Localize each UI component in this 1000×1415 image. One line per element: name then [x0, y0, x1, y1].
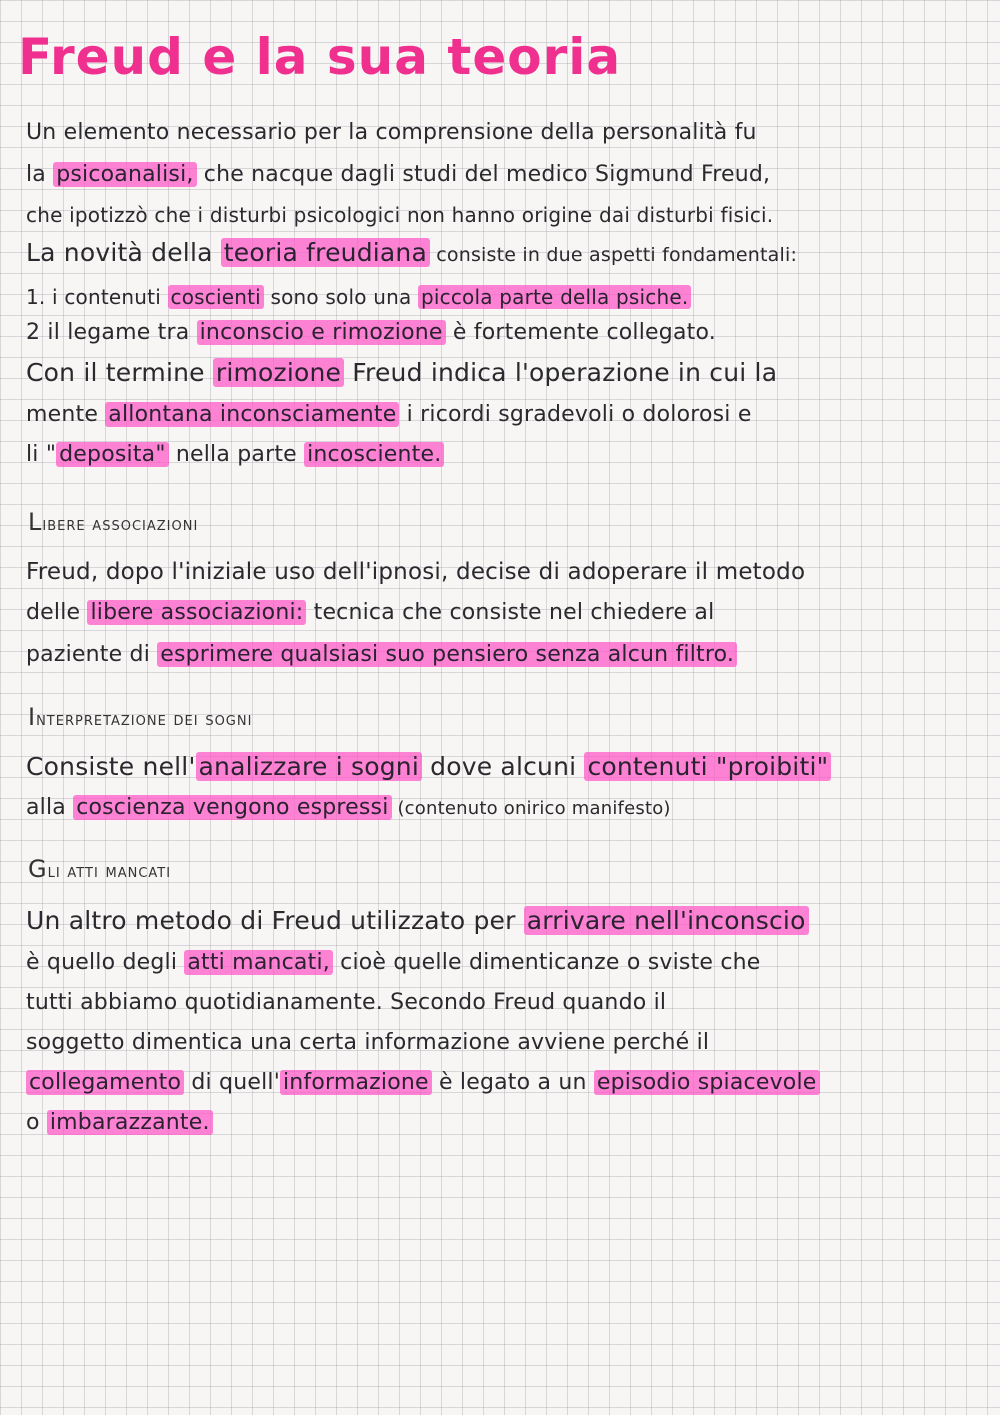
text: mente	[26, 402, 106, 427]
section3-line-6	[26, 1108, 213, 1138]
text: è quello degli	[26, 950, 185, 975]
highlight: arrivare nell'inconscio	[524, 906, 809, 935]
section1-line-3	[26, 640, 737, 670]
highlight: teoria freudiana	[221, 238, 430, 267]
highlight: coscienza vengono espressi	[73, 795, 391, 820]
intro-line-8	[26, 400, 752, 430]
text: delle	[26, 600, 88, 625]
text: è fortemente collegato.	[445, 320, 716, 345]
text: i ricordi sgradevoli o dolorosi e	[399, 402, 752, 427]
highlight: incosciente.	[304, 442, 444, 467]
text: consiste in due aspetti fondamentali:	[430, 244, 798, 266]
text: Consiste nell'	[26, 752, 196, 781]
highlight: analizzare i sogni	[196, 752, 422, 781]
text: tutti abbiamo quotidianamente. Secondo Freud quando il	[26, 990, 667, 1015]
section-heading-interpretazione-dei-sogni: Interpretazione dei sogni	[28, 703, 253, 731]
highlight: imbarazzante.	[47, 1110, 213, 1135]
section2-line-1	[26, 752, 831, 782]
text: cioè quelle dimenticanze o sviste che	[332, 950, 761, 975]
text: Freud, dopo l'iniziale uso dell'ipnosi, decise di adoperare il metodo	[26, 559, 806, 585]
text: che nacque dagli studi del medico Sigmund Freud,	[196, 162, 771, 187]
text: 2 il legame tra	[26, 320, 197, 345]
highlight: allontana inconsciamente	[105, 402, 399, 427]
intro-line-7	[26, 358, 777, 388]
highlight: contenuti "proibiti"	[584, 752, 831, 781]
text: paziente di	[26, 642, 158, 667]
text: sono solo una	[263, 285, 418, 309]
highlight: psicoanalisi,	[53, 162, 196, 187]
text: Freud indica l'operazione in cui la	[344, 358, 778, 387]
highlight: libere associazioni:	[87, 600, 306, 625]
highlight: collegamento	[26, 1070, 184, 1095]
text: (contenuto onirico manifesto)	[391, 798, 671, 819]
text: o	[26, 1110, 47, 1135]
intro-list-item-2	[26, 318, 716, 348]
intro-line-9	[26, 440, 444, 470]
highlight: piccola parte della psiche.	[418, 285, 691, 309]
highlight: informazione	[280, 1070, 432, 1095]
text: tecnica che consiste nel chiedere al	[306, 600, 715, 625]
section-heading-atti-mancati: Gli atti mancati	[28, 855, 172, 883]
section2-line-2	[26, 793, 671, 824]
intro-line-1	[26, 118, 757, 148]
section3-line-1	[26, 906, 809, 936]
text: di quell'	[184, 1070, 280, 1095]
text: 1. i contenuti	[26, 285, 168, 309]
section3-line-5	[26, 1068, 820, 1098]
highlight: episodio spiacevole	[594, 1070, 820, 1095]
text: Con il termine	[26, 358, 213, 387]
intro-line-2	[26, 160, 770, 190]
highlight: coscienti	[168, 285, 264, 309]
highlight: atti mancati,	[184, 950, 333, 975]
highlight: esprimere qualsiasi suo pensiero senza alcun filtro.	[157, 642, 737, 667]
text: la	[26, 162, 54, 187]
text: che ipotizzò che i disturbi psicologici non hanno origine dai disturbi fisici.	[26, 203, 774, 227]
highlight: rimozione	[213, 358, 344, 387]
highlight: inconscio e rimozione	[197, 320, 446, 345]
intro-list-item-1	[26, 282, 691, 312]
intro-line-4	[26, 238, 797, 270]
text: alla	[26, 795, 74, 820]
section3-line-3	[26, 988, 666, 1018]
intro-line-3	[26, 200, 773, 230]
text: Un elemento necessario per la comprensione della personalità fu	[26, 120, 757, 145]
text: soggetto dimentica una certa informazione avviene perché il	[26, 1030, 710, 1055]
text: Un altro metodo di Freud utilizzato per	[26, 906, 524, 935]
text: li "	[26, 442, 57, 467]
section3-line-4	[26, 1028, 709, 1058]
text: è legato a un	[431, 1070, 594, 1095]
page-title: Freud e la sua teoria	[18, 28, 622, 86]
section-heading-libere-associazioni: Libere associazioni	[28, 508, 199, 536]
text: La novità della	[26, 238, 221, 267]
section3-line-2	[26, 948, 761, 978]
highlight: deposita"	[56, 442, 169, 467]
section1-line-2	[26, 598, 714, 628]
section1-line-1	[26, 556, 805, 587]
text: nella parte	[168, 442, 305, 467]
text: dove alcuni	[422, 752, 585, 781]
